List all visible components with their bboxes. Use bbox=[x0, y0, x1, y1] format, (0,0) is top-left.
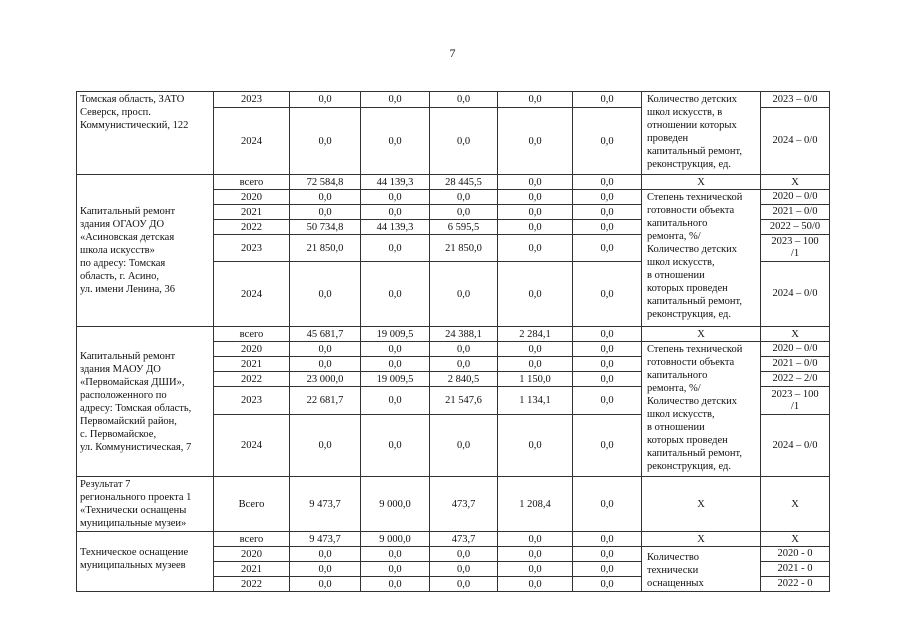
amount-cell: 0,0 bbox=[573, 562, 642, 577]
amount-cell: 0,0 bbox=[573, 477, 642, 532]
amount-cell: 0,0 bbox=[361, 415, 430, 477]
year-cell: 2024 bbox=[214, 262, 290, 327]
page-number: 7 bbox=[449, 46, 456, 60]
amount-cell: 0,0 bbox=[430, 547, 498, 562]
indicator-value: 2024 – 0/0 bbox=[761, 108, 830, 175]
indicator-value: 2023 – 0/0 bbox=[761, 92, 830, 108]
amount-cell: 0,0 bbox=[290, 190, 361, 205]
amount-cell: 0,0 bbox=[361, 577, 430, 592]
indicator-value: Х bbox=[761, 532, 830, 547]
amount-cell: 23 000,0 bbox=[290, 372, 361, 387]
amount-cell: 0,0 bbox=[498, 547, 573, 562]
amount-cell: 44 139,3 bbox=[361, 175, 430, 190]
year-cell: 2023 bbox=[214, 92, 290, 108]
amount-cell: 0,0 bbox=[573, 108, 642, 175]
amount-cell: 0,0 bbox=[430, 415, 498, 477]
amount-cell: 0,0 bbox=[573, 532, 642, 547]
amount-cell: 0,0 bbox=[430, 190, 498, 205]
amount-cell: 0,0 bbox=[430, 262, 498, 327]
indicator-text: Количество технически оснащенных bbox=[642, 547, 761, 592]
amount-cell: 0,0 bbox=[430, 562, 498, 577]
table-row bbox=[77, 92, 830, 108]
amount-cell: 0,0 bbox=[361, 357, 430, 372]
amount-cell: 0,0 bbox=[573, 175, 642, 190]
amount-cell: 19 009,5 bbox=[361, 327, 430, 342]
amount-cell: 0,0 bbox=[361, 205, 430, 220]
amount-cell: 0,0 bbox=[290, 577, 361, 592]
amount-cell: 0,0 bbox=[498, 190, 573, 205]
amount-cell: 44 139,3 bbox=[361, 220, 430, 235]
amount-cell: 0,0 bbox=[573, 92, 642, 108]
indicator-value: 2021 – 0/0 bbox=[761, 205, 830, 220]
amount-cell: 21 850,0 bbox=[290, 235, 361, 262]
amount-cell: 21 547,6 bbox=[430, 387, 498, 415]
amount-cell: 0,0 bbox=[290, 108, 361, 175]
indicator-cross: Х bbox=[642, 327, 761, 342]
year-cell: 2022 bbox=[214, 372, 290, 387]
amount-cell: 0,0 bbox=[498, 342, 573, 357]
amount-cell: 72 584,8 bbox=[290, 175, 361, 190]
amount-cell: 22 681,7 bbox=[290, 387, 361, 415]
amount-cell: 0,0 bbox=[430, 577, 498, 592]
indicator-value: 2023 – 100 /1 bbox=[761, 387, 830, 415]
amount-cell: 0,0 bbox=[290, 92, 361, 108]
amount-cell: 473,7 bbox=[430, 477, 498, 532]
indicator-text: Степень технической готовности объекта капитального ремонта, %/ Количество детских школ искусств, в отношении которых проведен капитальный ремонт, реконструкция, ед. bbox=[642, 342, 761, 477]
year-cell: 2020 bbox=[214, 342, 290, 357]
object-name: Капитальный ремонт здания ОГАОУ ДО «Асиновская детская школа искусств» по адресу: Томская область, г. Асино, ул. имени Ленина, 36 bbox=[77, 175, 214, 327]
year-cell: всего bbox=[214, 327, 290, 342]
indicator-value: 2021 – 0/0 bbox=[761, 357, 830, 372]
indicator-cross: Х bbox=[642, 477, 761, 532]
table-row bbox=[77, 532, 830, 547]
result-name: Результат 7 регионального проекта 1 «Технически оснащены муниципальные музеи» bbox=[77, 477, 214, 532]
amount-cell: 0,0 bbox=[498, 577, 573, 592]
amount-cell: 0,0 bbox=[573, 235, 642, 262]
amount-cell: 0,0 bbox=[290, 342, 361, 357]
amount-cell: 0,0 bbox=[498, 175, 573, 190]
year-cell: 2023 bbox=[214, 235, 290, 262]
amount-cell: 9 473,7 bbox=[290, 477, 361, 532]
year-cell: Всего bbox=[214, 477, 290, 532]
indicator-value: 2023 – 100 /1 bbox=[761, 235, 830, 262]
amount-cell: 6 595,5 bbox=[430, 220, 498, 235]
amount-cell: 0,0 bbox=[290, 415, 361, 477]
year-cell: 2021 bbox=[214, 205, 290, 220]
amount-cell: 0,0 bbox=[573, 357, 642, 372]
amount-cell: 9 000,0 bbox=[361, 532, 430, 547]
amount-cell: 24 388,1 bbox=[430, 327, 498, 342]
amount-cell: 50 734,8 bbox=[290, 220, 361, 235]
indicator-text: Степень технической готовности объекта капитального ремонта, %/ Количество детских школ искусств, в отношении которых проведен капитальный ремонт, реконструкция, ед. bbox=[642, 190, 761, 327]
amount-cell: 0,0 bbox=[290, 205, 361, 220]
indicator-value: 2020 - 0 bbox=[761, 547, 830, 562]
amount-cell: 0,0 bbox=[498, 205, 573, 220]
amount-cell: 0,0 bbox=[498, 357, 573, 372]
amount-cell: 0,0 bbox=[573, 547, 642, 562]
object-name: Техническое оснащение муниципальных музеев bbox=[77, 532, 214, 592]
amount-cell: 0,0 bbox=[361, 342, 430, 357]
table-row bbox=[77, 477, 830, 532]
amount-cell: 28 445,5 bbox=[430, 175, 498, 190]
amount-cell: 1 208,4 bbox=[498, 477, 573, 532]
year-cell: 2022 bbox=[214, 577, 290, 592]
amount-cell: 0,0 bbox=[498, 220, 573, 235]
year-cell: 2024 bbox=[214, 415, 290, 477]
amount-cell: 0,0 bbox=[573, 372, 642, 387]
amount-cell: 0,0 bbox=[573, 342, 642, 357]
amount-cell: 0,0 bbox=[573, 190, 642, 205]
indicator-value: 2021 - 0 bbox=[761, 562, 830, 577]
amount-cell: 0,0 bbox=[498, 415, 573, 477]
amount-cell: 0,0 bbox=[573, 387, 642, 415]
amount-cell: 0,0 bbox=[498, 262, 573, 327]
amount-cell: 0,0 bbox=[290, 357, 361, 372]
amount-cell: 0,0 bbox=[573, 415, 642, 477]
year-cell: 2020 bbox=[214, 547, 290, 562]
amount-cell: 0,0 bbox=[498, 235, 573, 262]
indicator-value: 2024 – 0/0 bbox=[761, 262, 830, 327]
financing-table bbox=[76, 91, 830, 592]
amount-cell: 0,0 bbox=[498, 92, 573, 108]
amount-cell: 0,0 bbox=[498, 108, 573, 175]
amount-cell: 1 150,0 bbox=[498, 372, 573, 387]
amount-cell: 0,0 bbox=[361, 262, 430, 327]
amount-cell: 0,0 bbox=[361, 92, 430, 108]
year-cell: 2024 bbox=[214, 108, 290, 175]
amount-cell: 21 850,0 bbox=[430, 235, 498, 262]
year-cell: 2022 bbox=[214, 220, 290, 235]
year-cell: всего bbox=[214, 175, 290, 190]
indicator-value: 2020 – 0/0 bbox=[761, 190, 830, 205]
amount-cell: 2 840,5 bbox=[430, 372, 498, 387]
amount-cell: 1 134,1 bbox=[498, 387, 573, 415]
year-cell: 2023 bbox=[214, 387, 290, 415]
amount-cell: 473,7 bbox=[430, 532, 498, 547]
amount-cell: 0,0 bbox=[361, 387, 430, 415]
amount-cell: 0,0 bbox=[290, 547, 361, 562]
indicator-value: 2022 – 2/0 bbox=[761, 372, 830, 387]
amount-cell: 0,0 bbox=[430, 357, 498, 372]
indicator-value: Х bbox=[761, 175, 830, 190]
indicator-value: Х bbox=[761, 477, 830, 532]
year-cell: 2021 bbox=[214, 562, 290, 577]
indicator-value: 2022 - 0 bbox=[761, 577, 830, 592]
indicator-value: 2024 – 0/0 bbox=[761, 415, 830, 477]
amount-cell: 45 681,7 bbox=[290, 327, 361, 342]
indicator-cross: Х bbox=[642, 532, 761, 547]
amount-cell: 0,0 bbox=[430, 108, 498, 175]
amount-cell: 0,0 bbox=[573, 577, 642, 592]
indicator-text: Количество детских школ искусств, в отношении которых проведен капитальный ремонт, реконструкция, ед. bbox=[642, 92, 761, 175]
amount-cell: 0,0 bbox=[430, 92, 498, 108]
indicator-value: Х bbox=[761, 327, 830, 342]
year-cell: всего bbox=[214, 532, 290, 547]
amount-cell: 9 473,7 bbox=[290, 532, 361, 547]
amount-cell: 0,0 bbox=[361, 235, 430, 262]
amount-cell: 0,0 bbox=[290, 262, 361, 327]
amount-cell: 9 000,0 bbox=[361, 477, 430, 532]
amount-cell: 0,0 bbox=[361, 547, 430, 562]
amount-cell: 0,0 bbox=[498, 532, 573, 547]
amount-cell: 0,0 bbox=[573, 205, 642, 220]
table-row bbox=[77, 327, 830, 342]
indicator-value: 2020 – 0/0 bbox=[761, 342, 830, 357]
year-cell: 2020 bbox=[214, 190, 290, 205]
amount-cell: 19 009,5 bbox=[361, 372, 430, 387]
amount-cell: 0,0 bbox=[290, 562, 361, 577]
object-name: Томская область, ЗАТО Северск, просп. Коммунистический, 122 bbox=[77, 92, 214, 175]
amount-cell: 0,0 bbox=[361, 562, 430, 577]
indicator-cross: Х bbox=[642, 175, 761, 190]
amount-cell: 0,0 bbox=[430, 205, 498, 220]
amount-cell: 0,0 bbox=[498, 562, 573, 577]
amount-cell: 0,0 bbox=[430, 342, 498, 357]
amount-cell: 0,0 bbox=[573, 327, 642, 342]
year-cell: 2021 bbox=[214, 357, 290, 372]
indicator-value: 2022 – 50/0 bbox=[761, 220, 830, 235]
amount-cell: 0,0 bbox=[361, 108, 430, 175]
amount-cell: 0,0 bbox=[573, 220, 642, 235]
object-name: Капитальный ремонт здания МАОУ ДО «Первомайская ДШИ», расположенного по адресу: Томская область, Первомайский район, с. Первомайское, ул. Коммунистическая, 7 bbox=[77, 327, 214, 477]
amount-cell: 0,0 bbox=[361, 190, 430, 205]
table-row bbox=[77, 175, 830, 190]
amount-cell: 2 284,1 bbox=[498, 327, 573, 342]
amount-cell: 0,0 bbox=[573, 262, 642, 327]
